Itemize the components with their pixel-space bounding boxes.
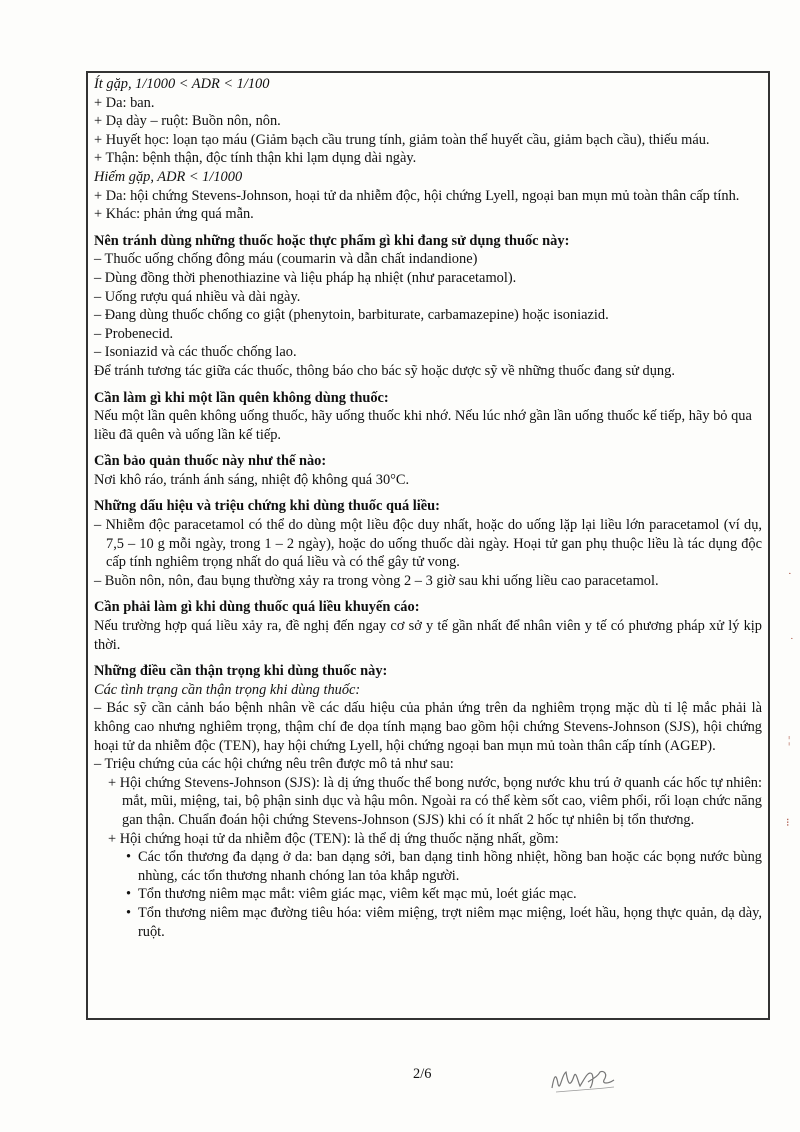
section-heading-rare: Hiếm gặp, ADR < 1/1000 [94,168,243,185]
leaflet-content-box [86,71,770,1020]
list-item: – Uống rượu quá nhiều và dài ngày. [94,288,301,305]
scan-mark: ˙ [790,636,794,648]
list-item: + Dạ dày – ruột: Buồn nôn, nôn. [94,113,281,130]
list-item: + Da: hội chứng Stevens-Johnson, hoại tử da nhiễm độc, hội chứng Lyell, ngoại ban mụn mủ toàn thân cấp tính. [94,187,740,204]
list-item: + Khác: phản ứng quá mẫn. [94,206,254,223]
list-item: + Da: ban. [94,94,155,111]
list-item: + Thận: bệnh thận, độc tính thận khi lạm dụng dài ngày. [94,150,417,167]
section-heading-overdose-action: Cần phải làm gì khi dùng thuốc quá liều khuyến cáo: [94,599,420,616]
bullet-item: • Tổn thương niêm mạc đường tiêu hóa: viêm miệng, trợt niêm mạc miệng, loét hầu, họng thực quản, dạ dày, ruột. [94,904,762,941]
scan-mark: ¦ [788,734,791,746]
precautions-paragraph: – Triệu chứng của các hội chứng nêu trên được mô tả như sau: [94,756,454,773]
storage-text: Nơi khô ráo, tránh ánh sáng, nhiệt độ không quá 30°C. [94,471,410,488]
precautions-subheading: Các tình trạng cần thận trọng khi dùng thuốc: [94,681,361,698]
section-heading-avoid: Nên tránh dùng những thuốc hoặc thực phẩm gì khi đang sử dụng thuốc này: [94,232,570,249]
section-heading-missed-dose: Cần làm gì khi một lần quên không dùng thuốc: [94,389,389,406]
handwritten-signature [548,1062,638,1096]
section-heading-overdose-signs: Những dấu hiệu và triệu chứng khi dùng thuốc quá liều: [94,498,440,515]
ten-description: + Hội chứng hoại tử da nhiễm độc (TEN): là thể dị ứng thuốc nặng nhất, gồm: [108,830,559,847]
bullet-item: • Tổn thương niêm mạc mắt: viêm giác mạc, viêm kết mạc mủ, loét giác mạc. [94,885,762,904]
precautions-paragraph: – Bác sỹ cần cảnh báo bệnh nhân về các dấu hiệu của phản ứng trên da nghiêm trọng mặc dù tỉ lệ mắc phải là không cao nhưng nghiêm trọng, thậm chí đe dọa tính mạng bao gồm hội chứng Stevens-Johnson (SJS), hội chứng hoại tử da nhiễm độc (TEN), hay hội chứng Lyell, hội chứng ngoại ban mụn mủ toàn thân cấp tính (AGEP). [94,700,762,754]
list-item: – Nhiễm độc paracetamol có thể do dùng một liều độc duy nhất, hoặc do uống lặp lại liều lớn paracetamol (ví dụ, 7,5 – 10 g mỗi ngày, trong 1 – 2 ngày), hoặc do uống thuốc dài ngày. Hoại tử gan phụ thuộc liều là tác dụng độc cấp tính nghiêm trọng nhất do quá liều và có thể gây tử vong. [94,517,762,571]
scan-mark: ⁝ [786,817,790,829]
section-heading-precautions: Những điều cần thận trọng khi dùng thuốc này: [94,663,388,680]
section-heading-uncommon: Ít gặp, 1/1000 < ADR < 1/100 [94,76,270,92]
missed-dose-text: Nếu một lần quên không uống thuốc, hãy uống thuốc khi nhớ. Nếu lúc nhớ gần lần uống thuốc kế tiếp, hãy bỏ qua liều đã quên và uống lần kế tiếp. [94,408,752,443]
list-item: – Isoniazid và các thuốc chống lao. [94,344,297,361]
list-item: + Huyết học: loạn tạo máu (Giảm bạch cầu trung tính, giảm toàn thể huyết cầu, giảm bạch cầu), thiếu máu. [94,131,710,148]
scan-mark: · [788,568,792,580]
list-item: – Thuốc uống chống đông máu (coumarin và dẫn chất indandione) [94,251,478,268]
overdose-action-text: Nếu trường hợp quá liều xảy ra, đề nghị đến ngay cơ sở y tế gần nhất để nhân viên y tế có phương pháp xử lý kịp thời. [94,618,762,653]
avoid-note: Để tránh tương tác giữa các thuốc, thông báo cho bác sỹ hoặc dược sỹ về những thuốc đang sử dụng. [94,362,675,379]
list-item: – Buồn nôn, nôn, đau bụng thường xảy ra trong vòng 2 – 3 giờ sau khi uống liều cao paracetamol. [94,572,659,589]
page-number: 2/6 [413,1066,432,1082]
bullet-item: • Các tổn thương đa dạng ở da: ban dạng sởi, ban dạng tinh hồng nhiệt, hồng ban hoặc các bọng nước bùng nhùng, các tổn thương nhanh chóng lan tỏa khắp người. [94,848,762,885]
list-item: – Probenecid. [94,325,174,342]
list-item: – Đang dùng thuốc chống co giật (phenytoin, barbiturate, carbamazepine) hoặc isoniazid. [94,307,609,324]
sjs-description: + Hội chứng Stevens-Johnson (SJS): là dị ứng thuốc thể bong nước, bọng nước khu trú ở quanh các hốc tự nhiên: mắt, mũi, miệng, tai, bộ phận sinh dục và hậu môn. Ngoài ra có thể kèm sốt cao, viêm phổi, rối loạn chức năng gan thận. Chuẩn đoán hội chứng Stevens-Johnson (SJS) khi có ít nhất 2 hốc tự nhiên bị tổn thương. [108,774,762,828]
list-item: – Dùng đồng thời phenothiazine và liệu pháp hạ nhiệt (như paracetamol). [94,269,517,286]
section-heading-storage: Cần bảo quản thuốc này như thế nào: [94,453,327,470]
